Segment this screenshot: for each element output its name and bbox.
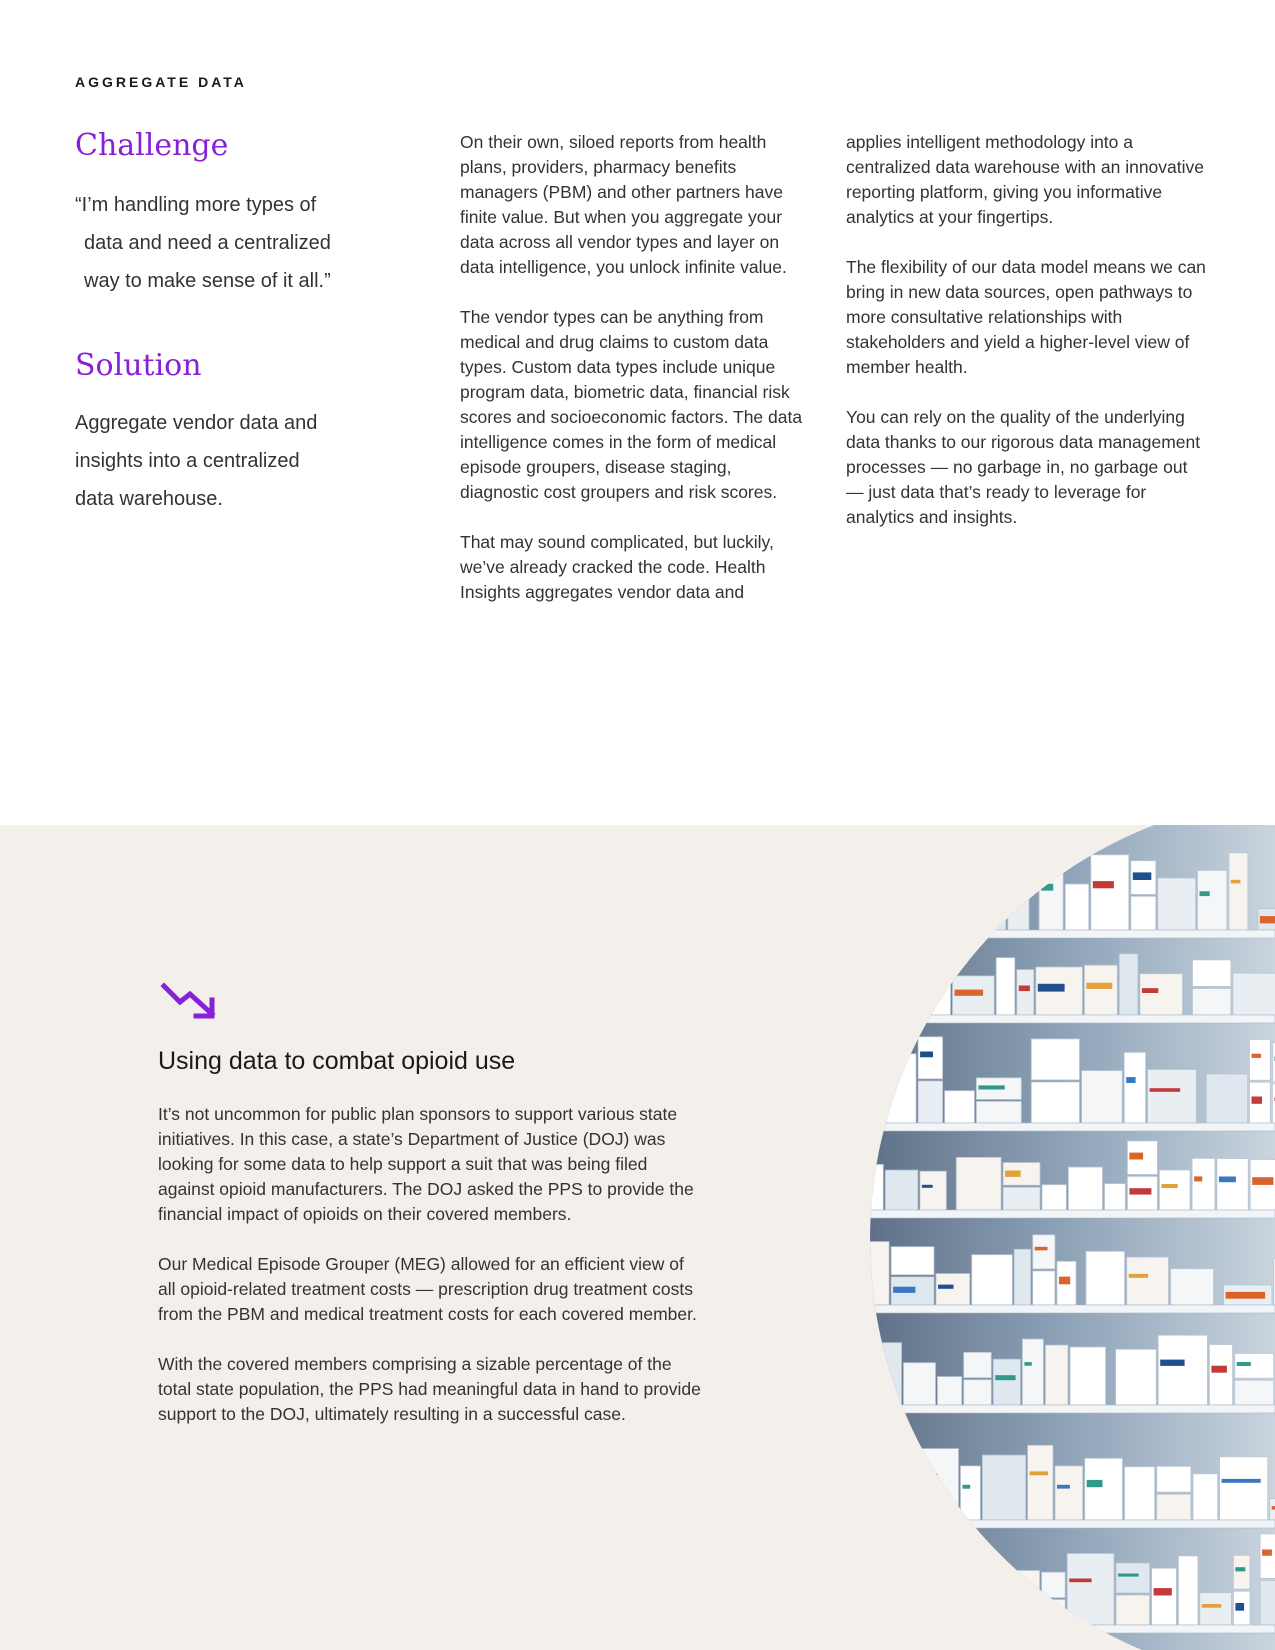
medicine-box (1209, 1345, 1232, 1406)
box-label-stripe (920, 1052, 933, 1058)
medicine-box (860, 1062, 884, 1123)
medicine-box (1003, 1187, 1040, 1210)
case-study-body (158, 1102, 703, 1452)
medicine-box (938, 1377, 962, 1405)
box-label-stripe (901, 1569, 915, 1572)
body-paragraph: The vendor types can be anything from medical and drug claims to custom data types. Custom data types include unique program data, biometric data, financial risk scores and socioeconomic factors. The data intelligence comes in the form of medical episode groupers, disease staging, diagnostic cost groupers and risk scores. (460, 307, 803, 502)
case-study-paragraph: With the covered members comprising a sizable percentage of the total state population, the PPS had meaningful data in hand to provide support to the DOJ, ultimately resulting in a successful case. (158, 1354, 701, 1424)
box-label-stripe (1059, 1277, 1070, 1285)
medicine-box (1008, 865, 1029, 930)
medicine-box (1031, 1039, 1079, 1080)
medicine-box (860, 1427, 887, 1472)
box-label-stripe (862, 1084, 874, 1091)
medicine-box (1067, 1554, 1114, 1626)
medicine-box (976, 1101, 1021, 1123)
medicine-box (1200, 1593, 1232, 1625)
medicine-box (956, 1157, 1001, 1210)
medicine-box (1250, 1039, 1271, 1080)
box-label-stripe (1154, 1588, 1172, 1595)
medicine-box (860, 1165, 883, 1211)
medicine-box (1193, 989, 1231, 1016)
medicine-box (934, 1581, 983, 1625)
medicine-box (860, 1242, 889, 1305)
box-label-stripe (1005, 1171, 1021, 1177)
solution-text-line: data warehouse. (75, 488, 223, 510)
medicine-box (983, 886, 1005, 930)
medicine-box (964, 1380, 992, 1405)
medicine-box (1260, 1581, 1275, 1626)
box-label-stripe (1129, 1188, 1151, 1194)
box-label-stripe (862, 1365, 878, 1372)
box-label-stripe (1194, 1176, 1202, 1181)
medicine-box (1116, 1349, 1157, 1405)
box-label-stripe (893, 1287, 915, 1293)
medicine-box (972, 1255, 1013, 1305)
shelf-board (860, 930, 1275, 938)
box-label-stripe (1093, 881, 1114, 888)
pharmacy-shelves-photo (860, 825, 1275, 1650)
medicine-box (993, 1571, 1040, 1597)
medicine-box (1229, 853, 1248, 930)
shelf-board (860, 1210, 1275, 1218)
medicine-box (956, 856, 974, 930)
shelf-board (860, 1123, 1275, 1131)
medicine-box (1260, 1534, 1275, 1579)
medicine-box (961, 1466, 981, 1520)
challenge-quote-line: “I’m handling more types of (75, 194, 317, 216)
medicine-box (1042, 1600, 1066, 1625)
box-label-stripe (1200, 891, 1210, 896)
medicine-box (1159, 1170, 1190, 1210)
box-label-stripe (1024, 1362, 1031, 1366)
box-label-stripe (985, 855, 997, 859)
shelf-board (860, 1625, 1275, 1633)
box-label-stripe (862, 1491, 880, 1496)
box-label-stripe (1069, 1579, 1091, 1583)
medicine-box (1125, 1467, 1155, 1520)
medicine-box (1140, 974, 1183, 1015)
medicine-box (1068, 1167, 1102, 1210)
box-label-stripe (1252, 1097, 1263, 1104)
section-label: AGGREGATE DATA (75, 74, 247, 90)
body-paragraph: That may sound complicated, but luckily, we’ve already cracked the code. Health Insights aggregates vendor data and (460, 532, 774, 602)
medicine-box (884, 983, 902, 1015)
medicine-box (1065, 884, 1089, 930)
challenge-quote (75, 186, 375, 300)
box-label-stripe (963, 1485, 971, 1489)
box-label-stripe (917, 914, 934, 920)
medicine-box (1033, 1271, 1055, 1305)
box-label-stripe (1235, 1567, 1245, 1571)
solution-text-line: Aggregate vendor data and (75, 412, 318, 434)
case-study-title: Using data to combat opioid use (158, 1047, 516, 1075)
box-label-stripe (1133, 872, 1152, 880)
box-label-stripe (1057, 1485, 1070, 1489)
challenge-quote-line: way to make sense of it all.” (84, 270, 331, 292)
medicine-box (1017, 970, 1034, 1015)
case-study-paragraph: Our Medical Episode Grouper (MEG) allowed for an efficient view of all opioid-related treatment costs — prescription drug treatment costs from the PBM and medical treatment costs for each covered member. (158, 1254, 697, 1324)
box-label-stripe (978, 1085, 1004, 1089)
shelf-board (860, 1405, 1275, 1413)
shelf-board (860, 1305, 1275, 1313)
box-label-stripe (1219, 1177, 1236, 1183)
medicine-box (936, 1274, 970, 1305)
medicine-box (1158, 1335, 1207, 1405)
box-label-stripe (862, 1001, 877, 1008)
medicine-box (996, 958, 1015, 1015)
medicine-box (860, 1475, 887, 1520)
challenge-quote-line: data and need a centralized (84, 232, 331, 254)
solution-text-line: insights into a centralized (75, 450, 300, 472)
medicine-box (885, 1170, 918, 1210)
medicine-box (1220, 1457, 1268, 1520)
shelf-board (860, 1015, 1275, 1023)
box-label-stripe (936, 1597, 960, 1605)
box-label-stripe (1202, 1604, 1221, 1608)
box-label-stripe (1035, 1247, 1048, 1251)
box-label-stripe (1142, 988, 1158, 993)
box-label-stripe (995, 1375, 1015, 1380)
challenge-solution-column (75, 128, 375, 518)
box-label-stripe (1019, 986, 1030, 992)
box-label-stripe (1126, 1077, 1135, 1083)
medicine-box (932, 978, 951, 1015)
medicine-box (1198, 870, 1227, 930)
box-label-stripe (1030, 1471, 1049, 1475)
medicine-box (1070, 1347, 1106, 1405)
medicine-box (1193, 1474, 1218, 1520)
box-label-stripe (1252, 1177, 1273, 1185)
medicine-box (1171, 1269, 1214, 1305)
medicine-box (1084, 965, 1117, 1015)
medicine-box (1119, 954, 1138, 1015)
solution-heading: Solution (75, 348, 202, 383)
medicine-box (1033, 1235, 1055, 1269)
medicine-box (1206, 1074, 1247, 1123)
box-label-stripe (1041, 884, 1053, 891)
box-label-stripe (922, 1185, 933, 1188)
medicine-box (1031, 1082, 1079, 1123)
medicine-box (904, 1363, 936, 1405)
case-study-paragraph: It’s not uncommon for public plan sponsors to support various state initiatives. In this case, a state’s Department of Justice (DOJ) was looking for some data to help support a suit that was being filed against opioid manufacturers. The DOJ asked the PPS to provide the financial impact of opioids on their covered members. (158, 1104, 694, 1224)
medicine-box (1028, 1445, 1053, 1520)
medicine-box (920, 1449, 958, 1520)
medicine-box (1148, 1070, 1197, 1124)
medicine-box (889, 1446, 919, 1482)
box-label-stripe (1118, 1574, 1139, 1577)
medicine-box (1124, 1052, 1145, 1123)
solution-text (75, 404, 375, 518)
box-label-stripe (995, 1580, 1028, 1588)
medicine-box (982, 1455, 1025, 1520)
medicine-box (860, 1576, 897, 1625)
medicine-box (895, 859, 914, 930)
medicine-box (918, 1081, 943, 1123)
medicine-box (1233, 1555, 1250, 1589)
medicine-box (1105, 1184, 1126, 1210)
box-label-stripe (1260, 916, 1275, 923)
box-label-stripe (901, 1604, 916, 1608)
medicine-box (1152, 1568, 1177, 1625)
body-column-two (460, 130, 815, 630)
box-label-stripe (1160, 1360, 1184, 1366)
box-label-stripe (1231, 880, 1241, 884)
medicine-box (1157, 1466, 1191, 1492)
case-study-panel (0, 825, 1275, 1650)
medicine-box (1192, 1158, 1215, 1210)
medicine-box (1193, 960, 1231, 987)
medicine-box (860, 878, 893, 930)
medicine-box (1014, 1249, 1030, 1305)
box-label-stripe (1087, 1480, 1103, 1487)
trending-down-icon (160, 980, 220, 1022)
box-label-stripe (1129, 1274, 1148, 1278)
medicine-box (860, 1343, 902, 1405)
medicine-box (1131, 896, 1156, 930)
box-label-stripe (1150, 1088, 1181, 1092)
medicine-box (918, 1037, 943, 1079)
medicine-box (1042, 1185, 1066, 1210)
medicine-box (983, 840, 1005, 884)
body-paragraph: applies intelligent methodology into a centralized data warehouse with an innovative reporting platform, giving you informative analytics at your fingertips. (846, 132, 1204, 227)
box-label-stripe (1262, 1550, 1272, 1556)
challenge-heading: Challenge (75, 128, 229, 163)
medicine-box (945, 1091, 975, 1123)
medicine-box (1039, 859, 1063, 930)
medicine-box (1127, 1257, 1169, 1305)
box-label-stripe (1222, 1479, 1261, 1483)
shelf-board (860, 1520, 1275, 1528)
medicine-box (889, 1484, 919, 1520)
box-label-stripe (1252, 1054, 1262, 1058)
medicine-box (1045, 1345, 1068, 1405)
medicine-box (1022, 1339, 1043, 1405)
medicine-box (1116, 1563, 1150, 1593)
box-label-stripe (1237, 1362, 1251, 1366)
medicine-box (1086, 1251, 1125, 1305)
box-label-stripe (1129, 1153, 1143, 1160)
medicine-box (1178, 1556, 1198, 1625)
box-label-stripe (938, 1285, 954, 1289)
box-label-stripe (1161, 1184, 1177, 1188)
medicine-box (1235, 1380, 1274, 1405)
medicine-box (1233, 973, 1275, 1015)
medicine-box (886, 1054, 916, 1123)
medicine-box (1055, 1466, 1083, 1520)
medicine-box (993, 1359, 1020, 1405)
box-label-stripe (1086, 983, 1112, 989)
medicine-box (1042, 1572, 1066, 1597)
medicine-box (915, 906, 953, 930)
box-label-stripe (1235, 1603, 1244, 1611)
medicine-box (899, 1557, 932, 1590)
box-label-stripe (1226, 1292, 1266, 1299)
box-label-stripe (955, 990, 984, 996)
medicine-box (1157, 1494, 1191, 1520)
medicine-box (993, 1599, 1040, 1625)
box-label-stripe (1211, 1366, 1227, 1373)
medicine-box (1082, 1071, 1123, 1123)
medicine-box (964, 1352, 992, 1377)
medicine-box (891, 1247, 934, 1275)
medicine-box (860, 993, 882, 1015)
medicine-box (1085, 1458, 1123, 1520)
body-column-three (846, 130, 1206, 555)
medicine-box (1158, 878, 1196, 930)
box-label-stripe (1038, 984, 1065, 992)
body-paragraph: You can rely on the quality of the underlying data thanks to our rigorous data management processes — no garbage in, no garbage out — just data that’s ready to leverage for analytics and insights. (846, 407, 1201, 527)
medicine-box (904, 962, 930, 1016)
medicine-box (1091, 855, 1129, 930)
body-paragraph: The flexibility of our data model means we can bring in new data sources, open pathways to more consultative relationships with stakeholders and yield a higher-level view of member health. (846, 257, 1206, 377)
medicine-box (920, 1171, 946, 1210)
medicine-box (899, 1592, 932, 1625)
medicine-box (1217, 1159, 1248, 1211)
box-label-stripe (922, 1474, 937, 1481)
medicine-box (1116, 1595, 1150, 1625)
body-paragraph: On their own, siloed reports from health plans, providers, pharmacy benefits managers (PBM) and other partners have finite value. But when you aggregate your data across all vendor types and layer on data intelligence, you unlock infinite value. (460, 132, 787, 277)
